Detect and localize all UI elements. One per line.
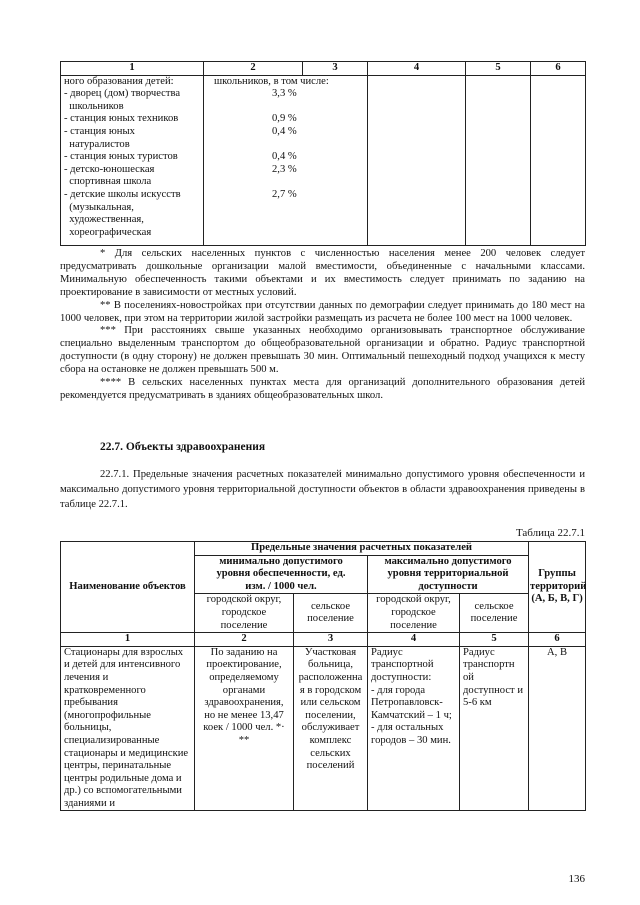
col-header: 3 bbox=[303, 62, 368, 76]
header-urban: городской округ, городское поселение bbox=[368, 594, 460, 633]
urban-provision: По заданию на проектирование, определяемому органами здравоохранения, но не менее 13,47 коек / 1000 чел. *· ** bbox=[195, 646, 294, 811]
col-number: 5 bbox=[460, 633, 529, 647]
territory-groups: А, В bbox=[529, 646, 586, 811]
col-header: 4 bbox=[368, 62, 466, 76]
header-name: Наименование объектов bbox=[61, 542, 195, 633]
share-values: 3,3 % 0,9 % 0,4 % 0,4 % 2,3 % 2,7 % bbox=[272, 88, 297, 200]
header-urban: городской округ, городское поселение bbox=[195, 594, 294, 633]
footnote: *** При расстояниях свыше указанных необходимо организовывать транспортное обслуживание специально выделенным транспортом до общеобразовательной организации и обратно. Радиус транспортной доступности (в одну сторону) не должен превышать 30 мин. Оптимальный пешеходный подход учащихся к месту сбора на остановке не должен превышать 500 м. bbox=[60, 325, 585, 376]
health-table bbox=[60, 541, 586, 811]
header-groups: Группы территорий (А, Б, В, Г) bbox=[529, 542, 586, 633]
footnote: **** В сельских населенных пунктах места для организаций дополнительного образования детей рекомендуется предусматривать в зданиях общеобразовательных школ. bbox=[60, 377, 585, 401]
col-number: 1 bbox=[61, 633, 195, 647]
col-header: 1 bbox=[61, 62, 204, 76]
footnotes bbox=[60, 248, 585, 403]
col-header: 5 bbox=[466, 62, 531, 76]
rural-provision: Участковая больница, расположенна я в городском или сельском поселении, обслуживает комплекс сельских поселений bbox=[294, 646, 368, 811]
col-number: 6 bbox=[529, 633, 586, 647]
col-number: 4 bbox=[368, 633, 460, 647]
header-rural: сельское поселение bbox=[460, 594, 529, 633]
top-table bbox=[60, 61, 586, 246]
empty-cell bbox=[531, 75, 586, 245]
table-caption: Таблица 22.7.1 bbox=[515, 527, 585, 539]
footnote: ** В поселениях-новостройках при отсутствии данных по демографии следует принимать до 180 мест на 1000 человек, при этом на территории жилой застройки размещать из расчета не более 100 мест на 1000 человек. bbox=[60, 299, 585, 324]
share-cell bbox=[204, 75, 368, 245]
table-row bbox=[61, 646, 586, 811]
col-number: 2 bbox=[195, 633, 294, 647]
header-rural: сельское поселение bbox=[294, 594, 368, 633]
page-number: 136 bbox=[568, 873, 585, 885]
col-number: 3 bbox=[294, 633, 368, 647]
empty-cell bbox=[368, 75, 466, 245]
facility-list: ного образования детей: - дворец (дом) творчества школьников - станция юных техников - станция юных натуралистов - станция юных туристов - детско-юношеская спортивная школа - детские школы искусств (музыкальная, художественная, хореографическая bbox=[61, 75, 204, 245]
facility-name: Стационары для взрослых и детей для интенсивного лечения и кратковременного пребывания (многопрофильные больницы, специализированные стационары и медицинские центры, перинатальные центры родильные дома и др.) со вспомогательными зданиями и bbox=[61, 646, 195, 811]
section-heading: 22.7. Объекты здравоохранения bbox=[100, 441, 266, 453]
col-header: 6 bbox=[531, 62, 586, 76]
col-header: 2 bbox=[204, 62, 303, 76]
header-min: минимально допустимого уровня обеспеченности, ед. изм. / 1000 чел. bbox=[195, 555, 368, 594]
rural-accessibility: Радиус транспортн ой доступност и 5-6 км bbox=[460, 646, 529, 811]
share-header: школьников, в том числе: bbox=[214, 75, 329, 87]
header-max: максимально допустимого уровня территориальной доступности bbox=[368, 555, 529, 594]
footnote: * Для сельских населенных пунктов с численностью населения менее 200 человек следует предусматривать дошкольные организации малой вместимости, объединенные с начальными классами. Минимальную обеспеченность такими объектами и их вместимость следует принимать по заданию на проектирование в зависимости от местных условий. bbox=[60, 248, 585, 298]
section-paragraph: 22.7.1. Предельные значения расчетных показателей минимально допустимого уровня обеспеченности и максимально допустимого уровня территориальной доступности объектов в области здравоохранения приведены в таблице 22.7.1. bbox=[60, 469, 585, 510]
urban-accessibility: Радиус транспортной доступности: - для города Петропавловск-Камчатский – 1 ч; - для остальных городов – 30 мин. bbox=[368, 646, 460, 811]
header-limits: Предельные значения расчетных показателей bbox=[195, 542, 529, 556]
empty-cell bbox=[466, 75, 531, 245]
